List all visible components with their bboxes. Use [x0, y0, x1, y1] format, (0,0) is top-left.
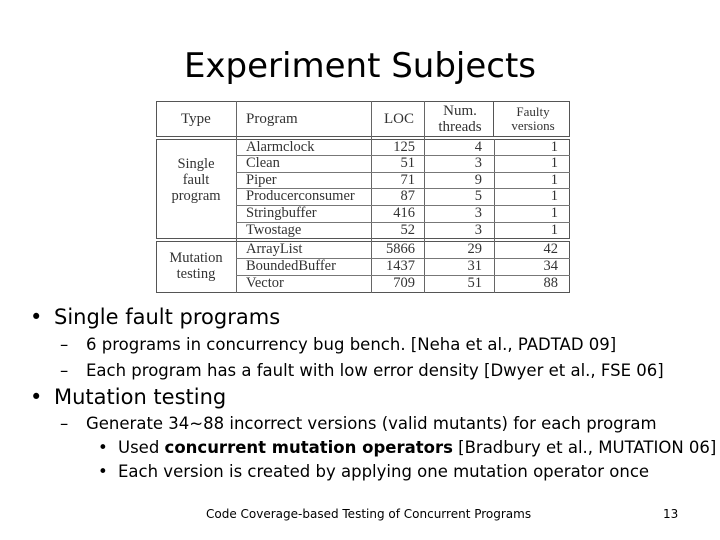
cell-loc: 709 — [393, 275, 415, 291]
cell-loc: 1437 — [386, 258, 415, 274]
cell-faulty: 1 — [550, 155, 558, 171]
cell-threads: 29 — [467, 241, 482, 257]
cell-program: BoundedBuffer — [246, 258, 336, 274]
cell-faulty: 88 — [543, 275, 558, 291]
cell-program: Piper — [246, 172, 277, 188]
text-plain: Used — [118, 438, 165, 457]
bullet-dot: • — [30, 305, 43, 329]
cell-faulty: 1 — [550, 172, 558, 188]
cell-threads: 3 — [474, 222, 482, 238]
sub-bullet-text: Generate 34~88 incorrect versions (valid mutants) for each program — [86, 414, 657, 433]
cell-program: Alarmclock — [246, 139, 315, 155]
group-type-line: program — [171, 188, 221, 204]
cell-loc: 125 — [393, 139, 415, 155]
header-threads-line2: threads — [438, 119, 482, 135]
text-plain: [Bradbury et al., MUTATION 06] — [452, 438, 717, 457]
cell-loc: 71 — [400, 172, 415, 188]
bullet-text: Mutation testing — [54, 385, 227, 409]
bullet-single-fault — [30, 305, 280, 329]
text-plain: Each version is created by applying one mutation operator once — [118, 462, 650, 481]
cell-faulty: 42 — [543, 241, 558, 257]
cell-program: ArrayList — [246, 241, 303, 257]
sub-sub-bullet — [98, 462, 649, 481]
page-number: 13 — [663, 507, 679, 521]
sub-bullet-text: Each program has a fault with low error density [Dwyer et al., FSE 06] — [86, 361, 664, 380]
cell-loc: 52 — [400, 222, 415, 238]
header-faulty-line1: Faulty — [516, 104, 550, 119]
slide-footer: Code Coverage-based Testing of Concurrent Programs — [206, 507, 532, 521]
cell-program: Stringbuffer — [246, 205, 317, 221]
header-loc: LOC — [384, 111, 414, 127]
cell-faulty: 1 — [550, 188, 558, 204]
cell-threads: 5 — [474, 188, 482, 204]
sub-bullet — [60, 414, 657, 433]
cell-faulty: 34 — [543, 258, 558, 274]
group-type-line: fault — [182, 172, 210, 188]
cell-loc: 87 — [400, 188, 415, 204]
cell-threads: 51 — [467, 275, 482, 291]
cell-threads: 3 — [474, 205, 482, 221]
group-type-line: testing — [176, 266, 216, 282]
cell-loc: 416 — [393, 205, 415, 221]
cell-loc: 51 — [400, 155, 415, 171]
group-type-line: Mutation — [169, 250, 223, 266]
header-type: Type — [181, 111, 211, 127]
bullet-text: Single fault programs — [54, 305, 281, 329]
cell-faulty: 1 — [550, 205, 558, 221]
cell-program: Vector — [246, 275, 284, 291]
dash-marker: – — [60, 414, 69, 433]
cell-threads: 3 — [474, 155, 482, 171]
cell-program: Producerconsumer — [246, 188, 355, 204]
header-threads-line1: Num. — [443, 103, 477, 119]
cell-program: Twostage — [246, 222, 302, 238]
cell-program: Clean — [246, 155, 280, 171]
sub-bullet — [60, 335, 616, 354]
cell-threads: 31 — [467, 258, 482, 274]
sub-bullet-text: 6 programs in concurrency bug bench. [Neha et al., PADTAD 09] — [86, 335, 617, 354]
bullet-mutation-testing — [30, 385, 226, 409]
dash-marker: – — [60, 361, 69, 380]
bullet-dot: • — [30, 385, 43, 409]
bullet-dot: • — [98, 462, 108, 481]
group-type-line: Single — [177, 156, 215, 172]
sub-sub-bullet — [98, 438, 716, 457]
text-bold: concurrent mutation operators — [164, 438, 453, 457]
experiment-subjects-table — [156, 101, 570, 293]
slide-title: Experiment Subjects — [183, 46, 537, 86]
cell-faulty: 1 — [550, 139, 558, 155]
cell-faulty: 1 — [550, 222, 558, 238]
cell-threads: 9 — [474, 172, 482, 188]
dash-marker: – — [60, 335, 69, 354]
bullet-dot: • — [98, 438, 108, 457]
header-program: Program — [246, 111, 298, 127]
cell-threads: 4 — [474, 139, 482, 155]
sub-bullet — [60, 361, 664, 380]
cell-loc: 5866 — [386, 241, 415, 257]
header-faulty-line2: versions — [511, 118, 555, 133]
col-divider — [236, 101, 237, 293]
